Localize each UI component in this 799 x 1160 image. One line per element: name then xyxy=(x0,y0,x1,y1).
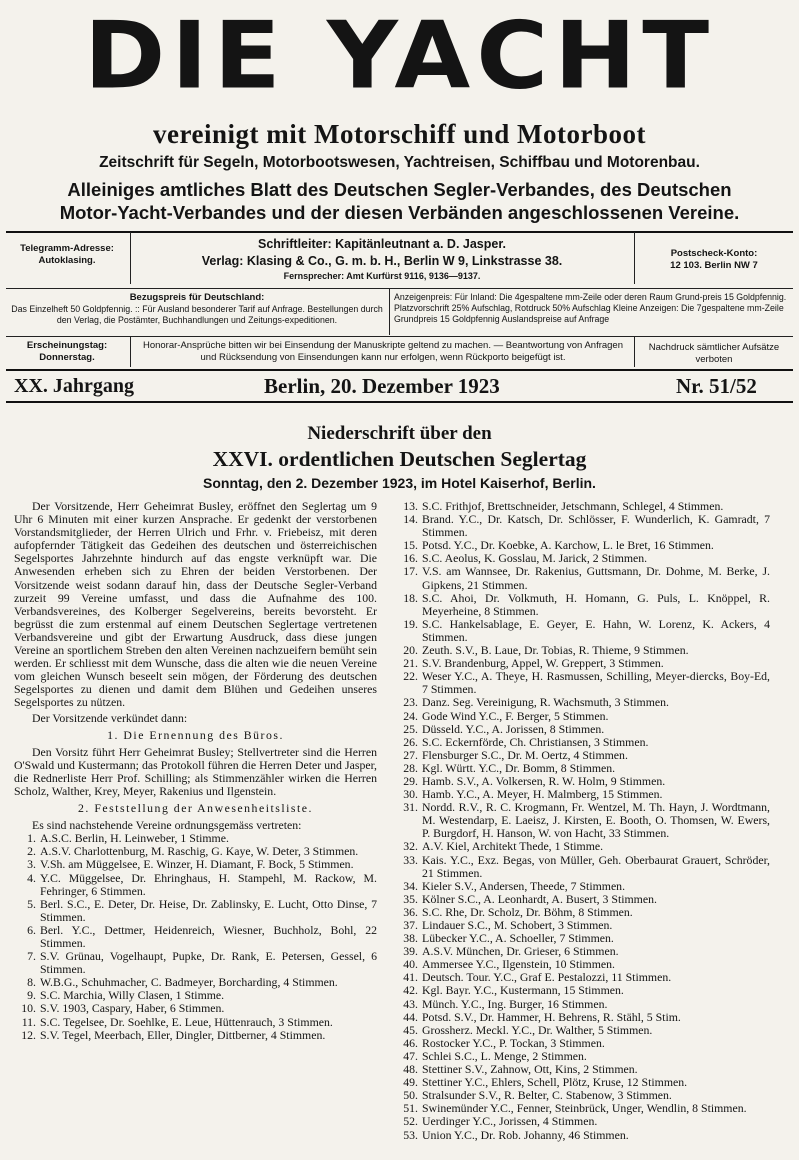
club-entry-number: 36. xyxy=(403,904,418,919)
club-entry xyxy=(396,513,770,539)
club-entry xyxy=(396,618,770,644)
club-entry xyxy=(396,723,770,736)
bureau-paragraph: Den Vorsitz führt Herr Geheimrat Busley; Stellvertreter sind die Herren O'Swald und Kustermann; das Protokoll führen die Herren Deter und Jasper, die Rednerliste Herr Prof. Schilling; als Stimmenzähler wirken die Herren Scholz, Walther, Krey, Meyer, Rakenius und Ilgenstein. xyxy=(14,744,377,798)
club-entry-number: 48. xyxy=(403,1062,418,1077)
club-entry-text: Kais. Y.C., Exz. Begas, von Müller, Geh. Oberbaurat Grauert, Schröder, 21 Stimmen. xyxy=(422,852,770,880)
club-entry-text: S.C. Eckernförde, Ch. Christiansen, 3 Stimmen. xyxy=(422,734,649,749)
club-entry-number: 43. xyxy=(403,996,418,1011)
club-entry-text: S.C. Hankelsablage, E. Geyer, E. Hahn, W. Lorenz, K. Ackers, 4 Stimmen. xyxy=(422,616,770,644)
club-entry-text: Potsd. S.V., Dr. Hammer, H. Behrens, R. Stähl, 5 Stim. xyxy=(422,1009,681,1024)
club-entry-text: Brand. Y.C., Dr. Katsch, Dr. Schlösser, F. Wunderlich, K. Gamradt, 7 Stimmen. xyxy=(422,512,770,540)
club-entry-number: 1. xyxy=(27,831,36,846)
club-entry-text: Stettiner S.V., Zahnow, Ott, Kins, 2 Stimmen. xyxy=(422,1062,638,1077)
club-entry-text: S.V. Brandenburg, Appel, W. Greppert, 3 Stimmen. xyxy=(422,656,664,671)
club-entry-text: Kgl. Württ. Y.C., Dr. Bomm, 8 Stimmen. xyxy=(422,760,616,775)
club-entry-number: 32. xyxy=(403,839,418,854)
club-entry-number: 49. xyxy=(403,1075,418,1090)
club-entry xyxy=(14,898,377,924)
club-entry-text: S.C. Frithjof, Brettschneider, Jetschmann, Schlegel, 4 Stimmen. xyxy=(422,499,724,513)
club-entry xyxy=(396,840,770,853)
club-entry-text: Schlei S.C., L. Menge, 2 Stimmen. xyxy=(422,1048,587,1063)
club-entry-number: 53. xyxy=(403,1127,418,1142)
club-entry-number: 9. xyxy=(27,988,36,1003)
masthead-title: DIE YACHT xyxy=(83,1,716,111)
club-entry-number: 29. xyxy=(403,773,418,788)
club-entry-text: Y.C. Müggelsee, Dr. Ehringhaus, H. Stampehl, M. Rackow, M. Fehringer, 6 Stimmen. xyxy=(40,870,377,898)
club-entry-number: 2. xyxy=(27,844,36,859)
postcheck-value: 12 103. Berlin NW 7 xyxy=(670,260,758,271)
issue-date: Berlin, 20. Dezember 1923 xyxy=(264,374,500,398)
article-heading-1: Niederschrift über den xyxy=(307,423,492,444)
ads-block xyxy=(394,292,790,325)
club-entry-text: Flensburger S.C., Dr. M. Oertz, 4 Stimmen. xyxy=(422,747,628,762)
attendance-list-left xyxy=(14,832,377,1042)
club-entry-number: 13. xyxy=(403,499,418,513)
club-entry xyxy=(396,565,770,591)
club-entry-number: 52. xyxy=(403,1114,418,1129)
honorar-notice: Honorar-Ansprüche bitten wir bei Einsendung der Manuskripte geltend zu machen. — Beantwortung von Anfragen und Rücksendung von Einsendungen kann nur erfolgen, wenn Rückporto beigefügt ist. xyxy=(142,340,624,363)
club-entry-text: S.V. 1903, Caspary, Haber, 6 Stimmen. xyxy=(40,1001,225,1016)
club-entry-number: 31. xyxy=(403,800,418,815)
club-entry-number: 8. xyxy=(27,975,36,990)
price-text: Das Einzelheft 50 Goldpfennig. :: Für Ausland besonderer Tarif auf Anfrage. Bestellungen durch den Verlag, die Postämter, Buchhandlungen und Zeitungs-expeditionen. xyxy=(11,304,383,325)
club-entry-text: Weser Y.C., A. Theye, H. Rasmussen, Schilling, Meyer-diercks, Boy-Ed, 7 Stimmen. xyxy=(422,669,770,697)
club-entry-number: 33. xyxy=(403,852,418,867)
club-entry-text: Uerdinger Y.C., Jorissen, 4 Stimmen. xyxy=(422,1114,598,1129)
club-entry-text: Münch. Y.C., Ing. Burger, 16 Stimmen. xyxy=(422,996,608,1011)
article-heading-2: XXVI. ordentlichen Deutschen Seglertag xyxy=(212,447,587,471)
article-heading-3: Sonntag, den 2. Dezember 1923, im Hotel Kaiserhof, Berlin. xyxy=(203,475,596,491)
attendance-intro: Es sind nachstehende Vereine ordnungsgemäss vertreten: xyxy=(32,818,302,833)
club-entry-text: S.C. Rhe, Dr. Scholz, Dr. Böhm, 8 Stimmen. xyxy=(422,904,633,919)
club-entry-text: Hamb. Y.C., A. Meyer, H. Malmberg, 15 Stimmen. xyxy=(422,787,663,802)
info-rule-3 xyxy=(6,336,793,337)
club-entry xyxy=(14,1029,377,1042)
club-entry-number: 34. xyxy=(403,878,418,893)
club-entry-text: Kölner S.C., A. Leonhardt, A. Busert, 3 Stimmen. xyxy=(422,891,657,906)
club-entry xyxy=(396,670,770,696)
club-entry-number: 18. xyxy=(403,590,418,605)
club-entry-number: 17. xyxy=(403,564,418,579)
price-block xyxy=(8,292,386,326)
club-entry-text: Zeuth. S.V., B. Laue, Dr. Tobias, R. Thieme, 9 Stimmen. xyxy=(422,643,689,658)
club-entry-number: 15. xyxy=(403,538,418,553)
telegram-value: Autoklasing. xyxy=(38,255,96,266)
club-entry-number: 51. xyxy=(403,1101,418,1116)
club-entry-number: 16. xyxy=(403,551,418,566)
editor-line: Schriftleiter: Kapitänleutnant a. D. Jasper. xyxy=(258,237,506,251)
club-entry-number: 47. xyxy=(403,1048,418,1063)
club-entry xyxy=(396,1011,770,1024)
club-entry-number: 20. xyxy=(403,643,418,658)
club-entry xyxy=(396,1115,770,1128)
attendance-list-right xyxy=(396,500,770,1142)
club-entry-text: Stralsunder S.V., R. Belter, C. Stabenow, 3 Stimmen. xyxy=(422,1088,672,1103)
club-entry xyxy=(396,801,770,840)
club-entry-number: 7. xyxy=(27,949,36,964)
club-entry-number: 3. xyxy=(27,857,36,872)
info-box-top-rule xyxy=(6,231,793,233)
club-entry-number: 11. xyxy=(21,1014,36,1029)
club-entry-number: 28. xyxy=(403,760,418,775)
club-entry-text: W.B.G., Schuhmacher, C. Badmeyer, Borcharding, 4 Stimmen. xyxy=(40,975,338,990)
club-entry-text: Kgl. Bayr. Y.C., Kustermann, 15 Stimmen. xyxy=(422,983,624,998)
club-entry xyxy=(14,1016,377,1029)
club-entry xyxy=(396,1024,770,1037)
club-entry-number: 44. xyxy=(403,1009,418,1024)
club-entry-text: A.S.V. Charlottenburg, M. Raschig, G. Kaye, W. Deter, 3 Stimmen. xyxy=(40,844,359,859)
club-entry-text: Deutsch. Tour. Y.C., Graf E. Pestalozzi, 11 Stimmen. xyxy=(422,970,672,985)
club-entry xyxy=(14,924,377,950)
club-entry xyxy=(396,762,770,775)
club-entry-number: 4. xyxy=(27,870,36,885)
info-divider-3 xyxy=(389,289,390,335)
phone-line: Fernsprecher: Amt Kurfürst 9116, 9136—9137. xyxy=(283,271,481,281)
club-entry-text: Nordd. R.V., R. C. Krogmann, Fr. Wentzel, M. Th. Hayn, J. Wordtmann, M. Westendarp, E. Laeisz, J. Kirsten, E. Booth, O. Thomsen, W. Ewers, P. Burgdorf, H. Hanson, W. von Hacht, 33 Stimmen. xyxy=(422,800,770,841)
club-entry xyxy=(396,854,770,880)
club-entry-text: Berl. Y.C., Dettmer, Heidenreich, Wiesner, Buchholz, Bohl, 22 Stimmen. xyxy=(40,922,377,950)
club-entry xyxy=(396,1129,770,1142)
official-notice-line-2: Motor-Yacht-Verbandes und der diesen Verbänden angeschlossenen Vereine. xyxy=(59,202,740,223)
telegram-address xyxy=(8,243,126,267)
announcement-paragraph: Der Vorsitzende verkündet dann: xyxy=(32,710,188,725)
release-label: Erscheinungstag: xyxy=(26,340,108,351)
club-entry-text: Lübecker Y.C., A. Schoeller, 7 Stimmen. xyxy=(422,931,614,946)
club-entry xyxy=(14,872,377,898)
club-entry-number: 24. xyxy=(403,708,418,723)
club-entry xyxy=(396,736,770,749)
club-entry-text: Danz. Seg. Vereinigung, R. Wachsmuth, 3 Stimmen. xyxy=(422,695,669,710)
club-entry-number: 6. xyxy=(27,922,36,937)
club-entry-number: 23. xyxy=(403,695,418,710)
masthead-topics: Zeitschrift für Segeln, Motorbootswesen, Yachtreisen, Schiffbau und Motorenbau. xyxy=(99,154,700,171)
club-entry-text: Swinemünder Y.C., Fenner, Steinbrück, Unger, Wendlin, 8 Stimmen. xyxy=(422,1101,747,1116)
info-divider-1 xyxy=(130,232,131,284)
issue-bottom-rule xyxy=(6,401,793,403)
club-entry-number: 35. xyxy=(403,891,418,906)
club-entry-text: Lindauer S.C., M. Schobert, 3 Stimmen. xyxy=(422,918,613,932)
club-entry-text: S.V. Tegel, Meerbach, Eller, Dingler, Dittberner, 4 Stimmen. xyxy=(40,1027,326,1042)
telegram-label: Telegramm-Adresse: xyxy=(20,243,114,254)
issue-number: Nr. 51/52 xyxy=(676,374,757,398)
club-entry-number: 46. xyxy=(403,1035,418,1050)
club-entry-text: Rostocker Y.C., P. Tockan, 3 Stimmen. xyxy=(422,1035,605,1050)
club-entry-text: Grossherz. Meckl. Y.C., Dr. Walther, 5 Stimmen. xyxy=(422,1022,653,1037)
club-entry xyxy=(14,950,377,976)
info-divider-4 xyxy=(130,337,131,367)
section-2-heading: 2. Feststellung der Anwesenheitsliste. xyxy=(78,801,313,816)
club-entry xyxy=(396,710,770,723)
ads-text: Anzeigenpreis: Für Inland: Die 4gespaltene mm-Zeile oder deren Raum Grund-preis 15 Goldpfennig. Platzvorschrift 25% Aufschlag, Rotdruck 50% Aufschlag Kleine Anzeigen: Die 7gespaltene mm-Zeile Grundpreis 15 Goldpfennig Auslandspreise auf Anfrage xyxy=(394,292,787,324)
club-entry-text: A.V. Kiel, Architekt Thede, 1 Stimme. xyxy=(422,839,604,854)
club-entry-text: S.C. Marchia, Willy Clasen, 1 Stimme. xyxy=(40,988,225,1003)
club-entry xyxy=(14,858,377,871)
club-entry-number: 25. xyxy=(403,721,418,736)
club-entry-number: 19. xyxy=(403,616,418,631)
club-entry-number: 30. xyxy=(403,787,418,802)
price-title: Bezugspreis für Deutschland: xyxy=(129,292,265,303)
club-entry-number: 38. xyxy=(403,931,418,946)
postcheck-account xyxy=(638,248,790,272)
club-entry-text: Gode Wind Y.C., F. Berger, 5 Stimmen. xyxy=(422,708,609,723)
club-entry-text: V.Sh. am Müggelsee, E. Winzer, H. Diamant, F. Bock, 5 Stimmen. xyxy=(40,857,354,872)
club-entry-number: 42. xyxy=(403,983,418,998)
club-entry xyxy=(396,893,770,906)
club-entry-number: 50. xyxy=(403,1088,418,1103)
club-entry xyxy=(396,998,770,1011)
club-entry-text: S.C. Aeolus, K. Gosslau, M. Jarick, 2 Stimmen. xyxy=(422,551,648,566)
club-entry-text: V.S. am Wannsee, Dr. Rakenius, Guttsmann, Dr. Dohme, M. Berke, J. Gipkens, 21 Stimmen. xyxy=(422,564,770,592)
club-entry-text: Potsd. Y.C., Dr. Koebke, A. Karchow, L. le Bret, 16 Stimmen. xyxy=(422,538,714,553)
publisher-block xyxy=(132,236,632,282)
club-entry xyxy=(396,984,770,997)
opening-paragraph: Der Vorsitzende, Herr Geheimrat Busley, eröffnet den Seglertag um 9 Uhr 6 Minuten mit einer kurzen Ansprache. Er gedenkt der verstorbenen Vorstandsmitglieder, der Herren Ulrich und Frhr. v. Friebeisz, mit deren aufopfernder Tätigkeit das Gedeihen des deutschen und österreichischen Segelsportes Jahrzehnte hindurch auf das engste verknüpft war. Die Anwesenden erheben sich zu Ehren der beiden Verstorbenen. Der Vorsitzende weist sodann darauf hin, dass der Deutsche Segler-Verband zurzeit 99 Vereine umfasst, und dass die Aufnahme des 100. Verbandsvereines, des Kolberger Segelvereins, bereits bevorsteht. Er begrüsst die zum erstenmal auf einem Deutschen Seglertage vertretenen Verbandsvereine und gibt der Erwartung Ausdruck, dass diese jungen Vereine an sportlichem Streben den alten Vereinen nachzueifern bemüht sein werden. Er schliesst mit dem Wunsche, dass die alten wie die neuen Vereine vom gleichen Wunsch beseelt sein mögen, der Förderung des deutschen Segelsportes zu dienen und damit dem Blühen und Gedeihen unseres Segelsportes zu nützen. xyxy=(14,499,377,710)
club-entry-number: 21. xyxy=(403,656,418,671)
club-entry-text: Kieler S.V., Andersen, Theede, 7 Stimmen. xyxy=(422,878,626,893)
info-divider-5 xyxy=(634,337,635,367)
club-entry-number: 12. xyxy=(21,1027,36,1042)
section-1-heading: 1. Die Ernennung des Büros. xyxy=(107,727,284,742)
club-entry-number: 5. xyxy=(27,896,36,911)
issue-volume: XX. Jahrgang xyxy=(14,375,135,397)
issue-top-rule xyxy=(6,369,793,371)
club-entry-number: 40. xyxy=(403,957,418,972)
club-entry-number: 14. xyxy=(403,512,418,527)
reprint-notice: Nachdruck sämtlicher Aufsätze verboten xyxy=(648,342,780,365)
club-entry-number: 26. xyxy=(403,734,418,749)
official-notice xyxy=(8,178,791,224)
club-entry xyxy=(396,592,770,618)
release-value: Donnerstag. xyxy=(39,352,95,363)
club-entry-text: Stettiner Y.C., Ehlers, Schell, Plötz, Kruse, 12 Stimmen. xyxy=(422,1075,688,1090)
club-entry-number: 37. xyxy=(403,918,418,932)
club-entry xyxy=(396,749,770,762)
club-entry-text: S.C. Ahoi, Dr. Volkmuth, H. Homann, G. Puls, L. Knöppel, R. Meyerheine, 8 Stimmen. xyxy=(422,590,770,618)
club-entry-text: Ammersee Y.C., Ilgenstein, 10 Stimmen. xyxy=(422,957,615,972)
club-entry-text: Hamb. S.V., A. Volkersen, R. W. Holm, 9 Stimmen. xyxy=(422,773,666,788)
club-entry-text: Berl. S.C., E. Deter, Dr. Heise, Dr. Zablinsky, E. Lucht, Otto Dinse, 7 Stimmen. xyxy=(40,896,377,924)
club-entry xyxy=(396,880,770,893)
info-rule-2 xyxy=(6,288,793,289)
club-entry-text: Union Y.C., Dr. Rob. Johanny, 46 Stimmen. xyxy=(422,1127,629,1142)
club-entry-number: 27. xyxy=(403,747,418,762)
club-entry-text: A.S.V. München, Dr. Grieser, 6 Stimmen. xyxy=(422,944,619,959)
masthead-subtitle: vereinigt mit Motorschiff und Motorboot xyxy=(153,119,646,149)
club-entry-number: 41. xyxy=(403,970,418,985)
info-divider-2 xyxy=(634,232,635,284)
official-notice-line-1: Alleiniges amtliches Blatt des Deutschen Segler-Verbandes, des Deutschen xyxy=(67,179,732,200)
club-entry xyxy=(14,1002,377,1015)
club-entry-text: S.V. Grünau, Vogelhaupt, Pupke, Dr. Rank, E. Petersen, Gessel, 6 Stimmen. xyxy=(40,949,377,977)
release-day xyxy=(8,340,126,364)
club-entry xyxy=(396,696,770,709)
club-entry xyxy=(396,1037,770,1050)
right-column xyxy=(396,500,770,1142)
club-entry-number: 10. xyxy=(21,1001,36,1016)
club-entry-text: S.C. Tegelsee, Dr. Soehlke, E. Leue, Hüttenrauch, 3 Stimmen. xyxy=(40,1014,333,1029)
club-entry-number: 45. xyxy=(403,1022,418,1037)
club-entry-text: A.S.C. Berlin, H. Leinweber, 1 Stimme. xyxy=(40,831,229,846)
left-column xyxy=(14,500,377,1042)
publisher-line: Verlag: Klasing & Co., G. m. b. H., Berlin W 9, Linkstrasse 38. xyxy=(201,254,563,268)
postcheck-label: Postscheck-Konto: xyxy=(670,248,758,259)
club-entry-number: 22. xyxy=(403,669,418,684)
club-entry-text: Düsseld. Y.C., A. Jorissen, 8 Stimmen. xyxy=(422,721,605,736)
club-entry-number: 39. xyxy=(403,944,418,959)
